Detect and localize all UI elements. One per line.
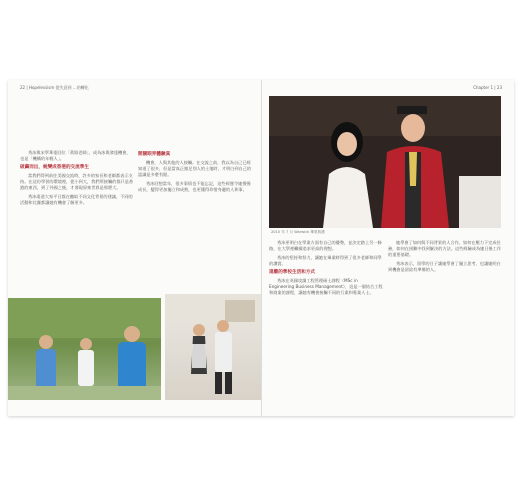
paragraph: 秀冰更明白在學業方面有自己的優勢，並決定踏上另一條路，在大學裡繼續追求更高的理想。 — [269, 240, 382, 251]
paragraph: 秀冰表示，留學的日子讓她學會了獨立思考，也讓她明白到機會是留給有準備的人。 — [388, 261, 501, 272]
paragraph: 當我們得到前往美國交流時，許多的家長和老師都表示支持。在這份學習的環境裡，從小到大，我們所接觸的都只是香港的東西，到了外國之後，才發現原來世界是那麼大。 — [20, 173, 134, 190]
left-column-2 — [138, 150, 252, 290]
paragraph: 機會，人與其他的人接觸。在交流之前，我以為自己已經知道了很多，但是當真正踏足別人的土地時，才明白到自己的認識是多麼有限。 — [138, 160, 252, 177]
group-photo-park-illustration — [8, 298, 161, 400]
friends-photo-indoor-illustration — [165, 294, 261, 400]
friends-photo-indoor — [165, 294, 261, 400]
paragraph: 她學會了如何與不同背景的人合作，如何在壓力下完成任務，如何在困難中找到解決的方法。這些經驗成為她日後工作的重要基礎。 — [388, 240, 502, 257]
right-column-1 — [269, 240, 383, 400]
paragraph: 秀冰回想當年，很多事情也不能忘記，這些經歷令她慢慢成長，變得更加獨立和成熟，也更懂得珍惜身邊的人和事。 — [138, 181, 251, 192]
graduation-photo-illustration — [269, 96, 501, 228]
section-heading: 破繭而出，蛻變成香港的交流學生 — [20, 165, 89, 170]
graduation-photo — [269, 96, 501, 228]
graduation-photo-caption: 2010 年 7 月 Warwick 畢業典禮 — [271, 230, 325, 234]
section-heading: 開闊眼界體驗真 — [138, 152, 171, 157]
section-heading: 遠離的學校生活和方式 — [269, 270, 315, 275]
book-spread — [8, 80, 514, 416]
right-page-header: Chapter 1 | 23 — [473, 85, 502, 90]
paragraph: 秀冰與宋學華重回位「黃紹老師」，成為冰與發達機會，也是「機構的年輕人」。 — [20, 150, 131, 161]
paragraph: 秀冰的堅持和努力，讓她在畢業時得到了很多老師和同學的讚賞。 — [269, 255, 382, 266]
page-gutter — [261, 80, 262, 416]
right-column-2 — [388, 240, 502, 400]
paragraph: 秀冰在英國攻讀工程管理碩士課程（MSc in Engineering Business Management），這是一個結合工程和商業的課程，讓她有機會接觸不同的行業和專業人士。 — [269, 278, 383, 295]
paragraph: 秀冰遠道大家平日都在聽取不同文化背景的建議，不同的活動和比賽都讓她有機會了解更多。 — [20, 194, 133, 205]
left-page-header: 22 | Hopelessism 從失意到 …的轉化 — [20, 85, 89, 90]
left-column-1 — [20, 150, 134, 290]
group-photo-park — [8, 298, 161, 400]
